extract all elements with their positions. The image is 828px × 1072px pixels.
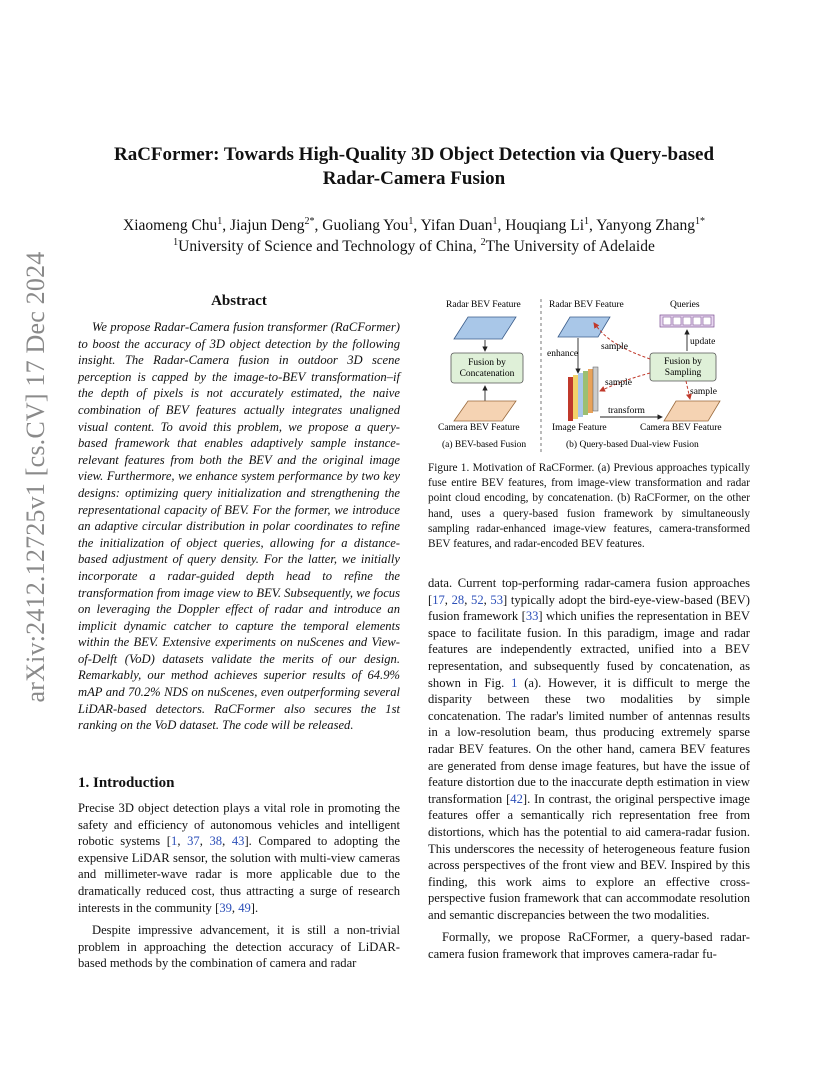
fusion-sampling-l1: Fusion by (664, 357, 702, 367)
radar-bev-plane-a (454, 317, 516, 339)
author-name: Guoliang You (322, 217, 409, 234)
fusion-sampling-l2: Sampling (664, 368, 702, 378)
paper-title (80, 143, 748, 191)
author-name: Yifan Duan (420, 217, 493, 234)
fig-col-b-title: Radar BEV Feature (549, 300, 624, 310)
fig-sub-a: (a) BEV-based Fusion (442, 440, 527, 450)
citation-link[interactable]: 39 (219, 900, 232, 915)
figure-1-caption: Figure 1. Motivation of RaCFormer. (a) Previous approaches typically fuse entire BEV features, from image-view transformation and radar point cloud encoding, by concatenation. (b) RaCFormer, on the other hand, uses a query-based fusion framework by simultaneously sampling radar-enhanced image-view features, camera-transformed BEV features, and radar-encoded BEV features. (428, 462, 750, 551)
author-sup: 1 (584, 216, 590, 227)
intro-paragraph-1: Precise 3D object detection plays a vital role in promoting the safety and efficiency of autonomous vehicles and intelligent robotic systems [1, 37, 38, 43]. Compared to adopting the expensive LiDAR sensor, the solution with multi-view cameras and millimeter-wave radar is more applicable due to the dramatically reduced cost, thus attracting a surge of research interests in the community [39, 49]. (78, 801, 401, 915)
fig-sample-top: sample (601, 342, 628, 352)
intro-body (78, 800, 400, 978)
citation-link[interactable]: 49 (238, 900, 251, 915)
affiliation: University of Science and Technology of China (178, 238, 473, 255)
queries-grid (660, 315, 714, 327)
author-sup: 1 (217, 216, 223, 227)
fig-update-label: update (690, 337, 716, 347)
affiliation-list: $^1$University of Science and Technology of China, $^2$The University of Adelaide (173, 237, 655, 255)
fig-col-a-title: Radar BEV Feature (446, 300, 521, 310)
abstract-body (78, 319, 400, 734)
citation-link[interactable]: 38 (209, 834, 223, 849)
image-feature-stack (568, 367, 598, 421)
citation-link[interactable]: 1 (171, 834, 178, 849)
right-paragraph-2: Formally, we propose RaCFormer, a query-based radar-camera fusion framework that improves camera-radar fu- (428, 930, 750, 962)
right-paragraph-1: data. Current top-performing radar-camera fusion approaches [17, 28, 52, 53] typically adopt the bird-eye-view-based (BEV) fusion framework [33] which unifies the representation in BEV space to facilitate fusion. In this paradigm, image and radar features are independently extracted, unified into a BEV representation, and subsequently fused by concatenation, as shown in Fig. 1 (a). However, it is difficult to merge the disparity between these two modalities by simple concatenation. The radar's limited number of antennas results in a low-resolution beam, thus producing extremely sparse radar BEV features. On the other hand, camera BEV features are generated from dense image features, but have the issue of feature distortion due to the inaccurate depth estimation in view transformation [42]. In contrast, the original perspective image features offer a semantically rich representation free from distortions, which has the potential to aid camera-radar fusion. This underscores the necessity of heterogeneous feature fusion across perspectives of the front view and BEV. Inspired by this finding, this work aims to explore an effective cross-perspective fusion framework that can accommodate resolution and semantic discrepancies between the two modalities. (428, 576, 751, 922)
figure-1-diagram (428, 293, 750, 456)
citation-link[interactable]: 17 (432, 592, 445, 607)
fig-queries-label: Queries (670, 300, 700, 310)
fig-sample-right: sample (690, 387, 717, 397)
author-sup: 1 (492, 216, 498, 227)
author-sup: 1 (408, 216, 414, 227)
fig-camera-bev-a: Camera BEV Feature (438, 423, 520, 433)
fig-sample-mid: sample (605, 378, 632, 388)
citation-link[interactable]: 42 (510, 791, 523, 806)
author-sup: 2* (304, 216, 315, 227)
camera-bev-plane-b (664, 401, 720, 421)
title-line-1: RaCFormer: Towards High-Quality 3D Object Detection via Query-based (113, 144, 715, 165)
figure-ref-link[interactable]: 1 (511, 675, 518, 690)
right-column-body (428, 575, 750, 969)
arxiv-side-stamp (21, 251, 50, 703)
camera-bev-plane-a (454, 401, 516, 421)
affiliation: The University of Adelaide (485, 238, 655, 255)
abstract-text: We propose Radar-Camera fusion transformer (RaCFormer) to boost the accuracy of 3D object detection by the following insight. The Radar-Camera fusion in outdoor 3D scene perception is capped by the image-to-BEV transformation–if the depth of pixels is not accurately estimated, the naive combination of BEV features actually integrates unaligned visual content. To avoid this problem, we propose a query-based framework that enables adaptively sample instance-relevant features from both the BEV and the original image view. Furthermore, we enhance system performance by two key designs: optimizing query initialization and strengthening the representational capacity of BEV. For the former, we introduce an adaptive circular distribution in polar coordinates to refine the initialization of object queries, allowing for a distance-based adjustment of query density. For the latter, we initially incorporate a radar-guided depth head to refine the transformation from image view to BEV. Subsequently, we focus on leveraging the Doppler effect of radar and introduce an implicit dynamic catcher to capture the temporal elements within the BEV. Extensive experiments on nuScenes and View-of-Delft (VoD) datasets validate the merits of our design. Remarkably, our method achieves superior results of 64.9% mAP and 70.2% NDS on nuScenes, even outperforming several LiDAR-based detectors. RaCFormer also secures the 1st ranking on the VoD dataset. The code will be released. (78, 320, 400, 733)
citation-link[interactable]: 33 (525, 609, 539, 624)
author-sup: 1* (694, 216, 705, 227)
citation-link[interactable]: 52 (471, 592, 484, 607)
citation-link[interactable]: 53 (490, 592, 504, 607)
title-line-2: Radar-Camera Fusion (322, 168, 506, 189)
author-list: Xiaomeng Chu$^1$, Jiajun Deng$^{2*}$, Guoliang You$^1$, Yifan Duan$^1$, Houqiang Li$^1$, Yanyong Zhang$^{1*}$ (123, 216, 705, 234)
radar-bev-plane-b (558, 317, 610, 337)
affil-sup: 1 (173, 237, 179, 248)
fig-camera-bev-b: Camera BEV Feature (640, 423, 722, 433)
arxiv-id: arXiv:2412.12725v1 [cs.CV] 17 Dec 2024 (21, 251, 50, 703)
affil-sup: 2 (480, 237, 486, 248)
author-name: Houqiang Li (505, 217, 585, 234)
fusion-concat-l1: Fusion by (468, 358, 506, 368)
author-name: Yanyong Zhang (596, 217, 695, 234)
fig-enhance-label: enhance (547, 349, 579, 359)
citation-link[interactable]: 37 (187, 834, 200, 849)
fig-transform-label: transform (608, 406, 645, 416)
fig-image-feature: Image Feature (552, 423, 607, 433)
fusion-concat-l2: Concatenation (459, 369, 515, 379)
fig-sub-b: (b) Query-based Dual-view Fusion (566, 440, 699, 450)
citation-link[interactable]: 28 (451, 592, 465, 607)
intro-heading: 1. Introduction (78, 775, 175, 791)
author-name: Jiajun Deng (230, 217, 305, 234)
intro-paragraph-2: Despite impressive advancement, it is still a non-trivial problem in approaching the detection accuracy of LiDAR-based methods by the combination of camera and radar (78, 923, 400, 971)
citation-link[interactable]: 43 (231, 834, 245, 849)
author-block (80, 215, 748, 257)
author-name: Xiaomeng Chu (123, 217, 218, 234)
abstract-heading: Abstract (211, 293, 267, 309)
